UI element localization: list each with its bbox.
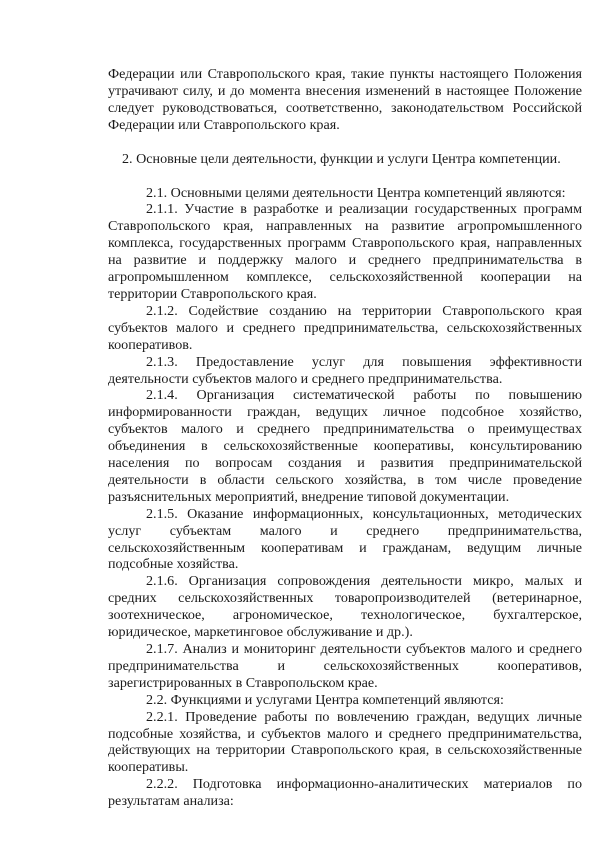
clause-2-1-3: 2.1.3. Предоставление услуг для повышения эффективности деятельности субъектов малого и среднего предпринимательства. bbox=[108, 353, 582, 387]
clause-2-1-4: 2.1.4. Организация систематической работы по повышению информированности граждан, ведущих личное подсобное хозяйство, субъектов малого и среднего предпринимательства о преимуществах объединения в сельскохозяйственные кооперативы, консультированию населения по вопросам создания и развития предпринимательской деятельности в области сельского хозяйства, в том числе проведение разъяснительных мероприятий, внедрение типовой документации. bbox=[108, 387, 582, 505]
document-body bbox=[108, 66, 582, 810]
clause-2-1-7: 2.1.7. Анализ и мониторинг деятельности субъектов малого и среднего предпринимательства и сельскохозяйственных кооперативов, зарегистрированных в Ставропольском крае. bbox=[108, 641, 582, 691]
intro-paragraph: Федерации или Ставропольского края, такие пункты настоящего Положения утрачивают силу, и до момента внесения изменений в настоящее Положение следует руководствоваться, соответственно, законодательством Российской Федерации или Ставропольского края. bbox=[108, 66, 582, 133]
clause-2-1-6: 2.1.6. Организация сопровождения деятельности микро, малых и средних сельскохозяйственных товаропроизводителей (ветеринарное, зоотехническое, агрономическое, технологическое, бухгалтерское, юридическое, маркетинговое обслуживание и др.). bbox=[108, 573, 582, 641]
clause-2-1-5: 2.1.5. Оказание информационных, консультационных, методических услуг субъектам малого и среднего предпринимательства, сельскохозяйственным кооперативам и гражданам, ведущим личные подсобные хозяйства. bbox=[108, 505, 582, 573]
clause-2-1: 2.1. Основными целями деятельности Центра компетенций являются: bbox=[146, 184, 566, 201]
clause-2-1-1: 2.1.1. Участие в разработке и реализации государственных программ Ставропольского края, направленных на развитие агропромышленного комплекса, государственных программ Ставропольского края, направленных на развитие и поддержку малого и среднего предпринимательства в агропромышленном комплексе, сельскохозяйственной кооперации на территории Ставропольского края. bbox=[108, 201, 582, 302]
clause-2-1-2: 2.1.2. Содействие созданию на территории Ставропольского края субъектов малого и среднего предпринимательства, сельскохозяйственных кооперативов. bbox=[108, 302, 582, 353]
section-heading: 2. Основные цели деятельности, функции и услуги Центра компетенции. bbox=[122, 150, 561, 167]
clause-2-2-1: 2.2.1. Проведение работы по вовлечению граждан, ведущих личные подсобные хозяйства, и субъектов малого и среднего предпринимательства, действующих на территории Ставропольского края, в сельскохозяйственные кооперативы. bbox=[108, 708, 582, 776]
clause-2-2: 2.2. Функциями и услугами Центра компетенций являются: bbox=[146, 691, 504, 708]
clause-2-2-2: 2.2.2. Подготовка информационно-аналитических материалов по результатам анализа: bbox=[108, 776, 582, 810]
